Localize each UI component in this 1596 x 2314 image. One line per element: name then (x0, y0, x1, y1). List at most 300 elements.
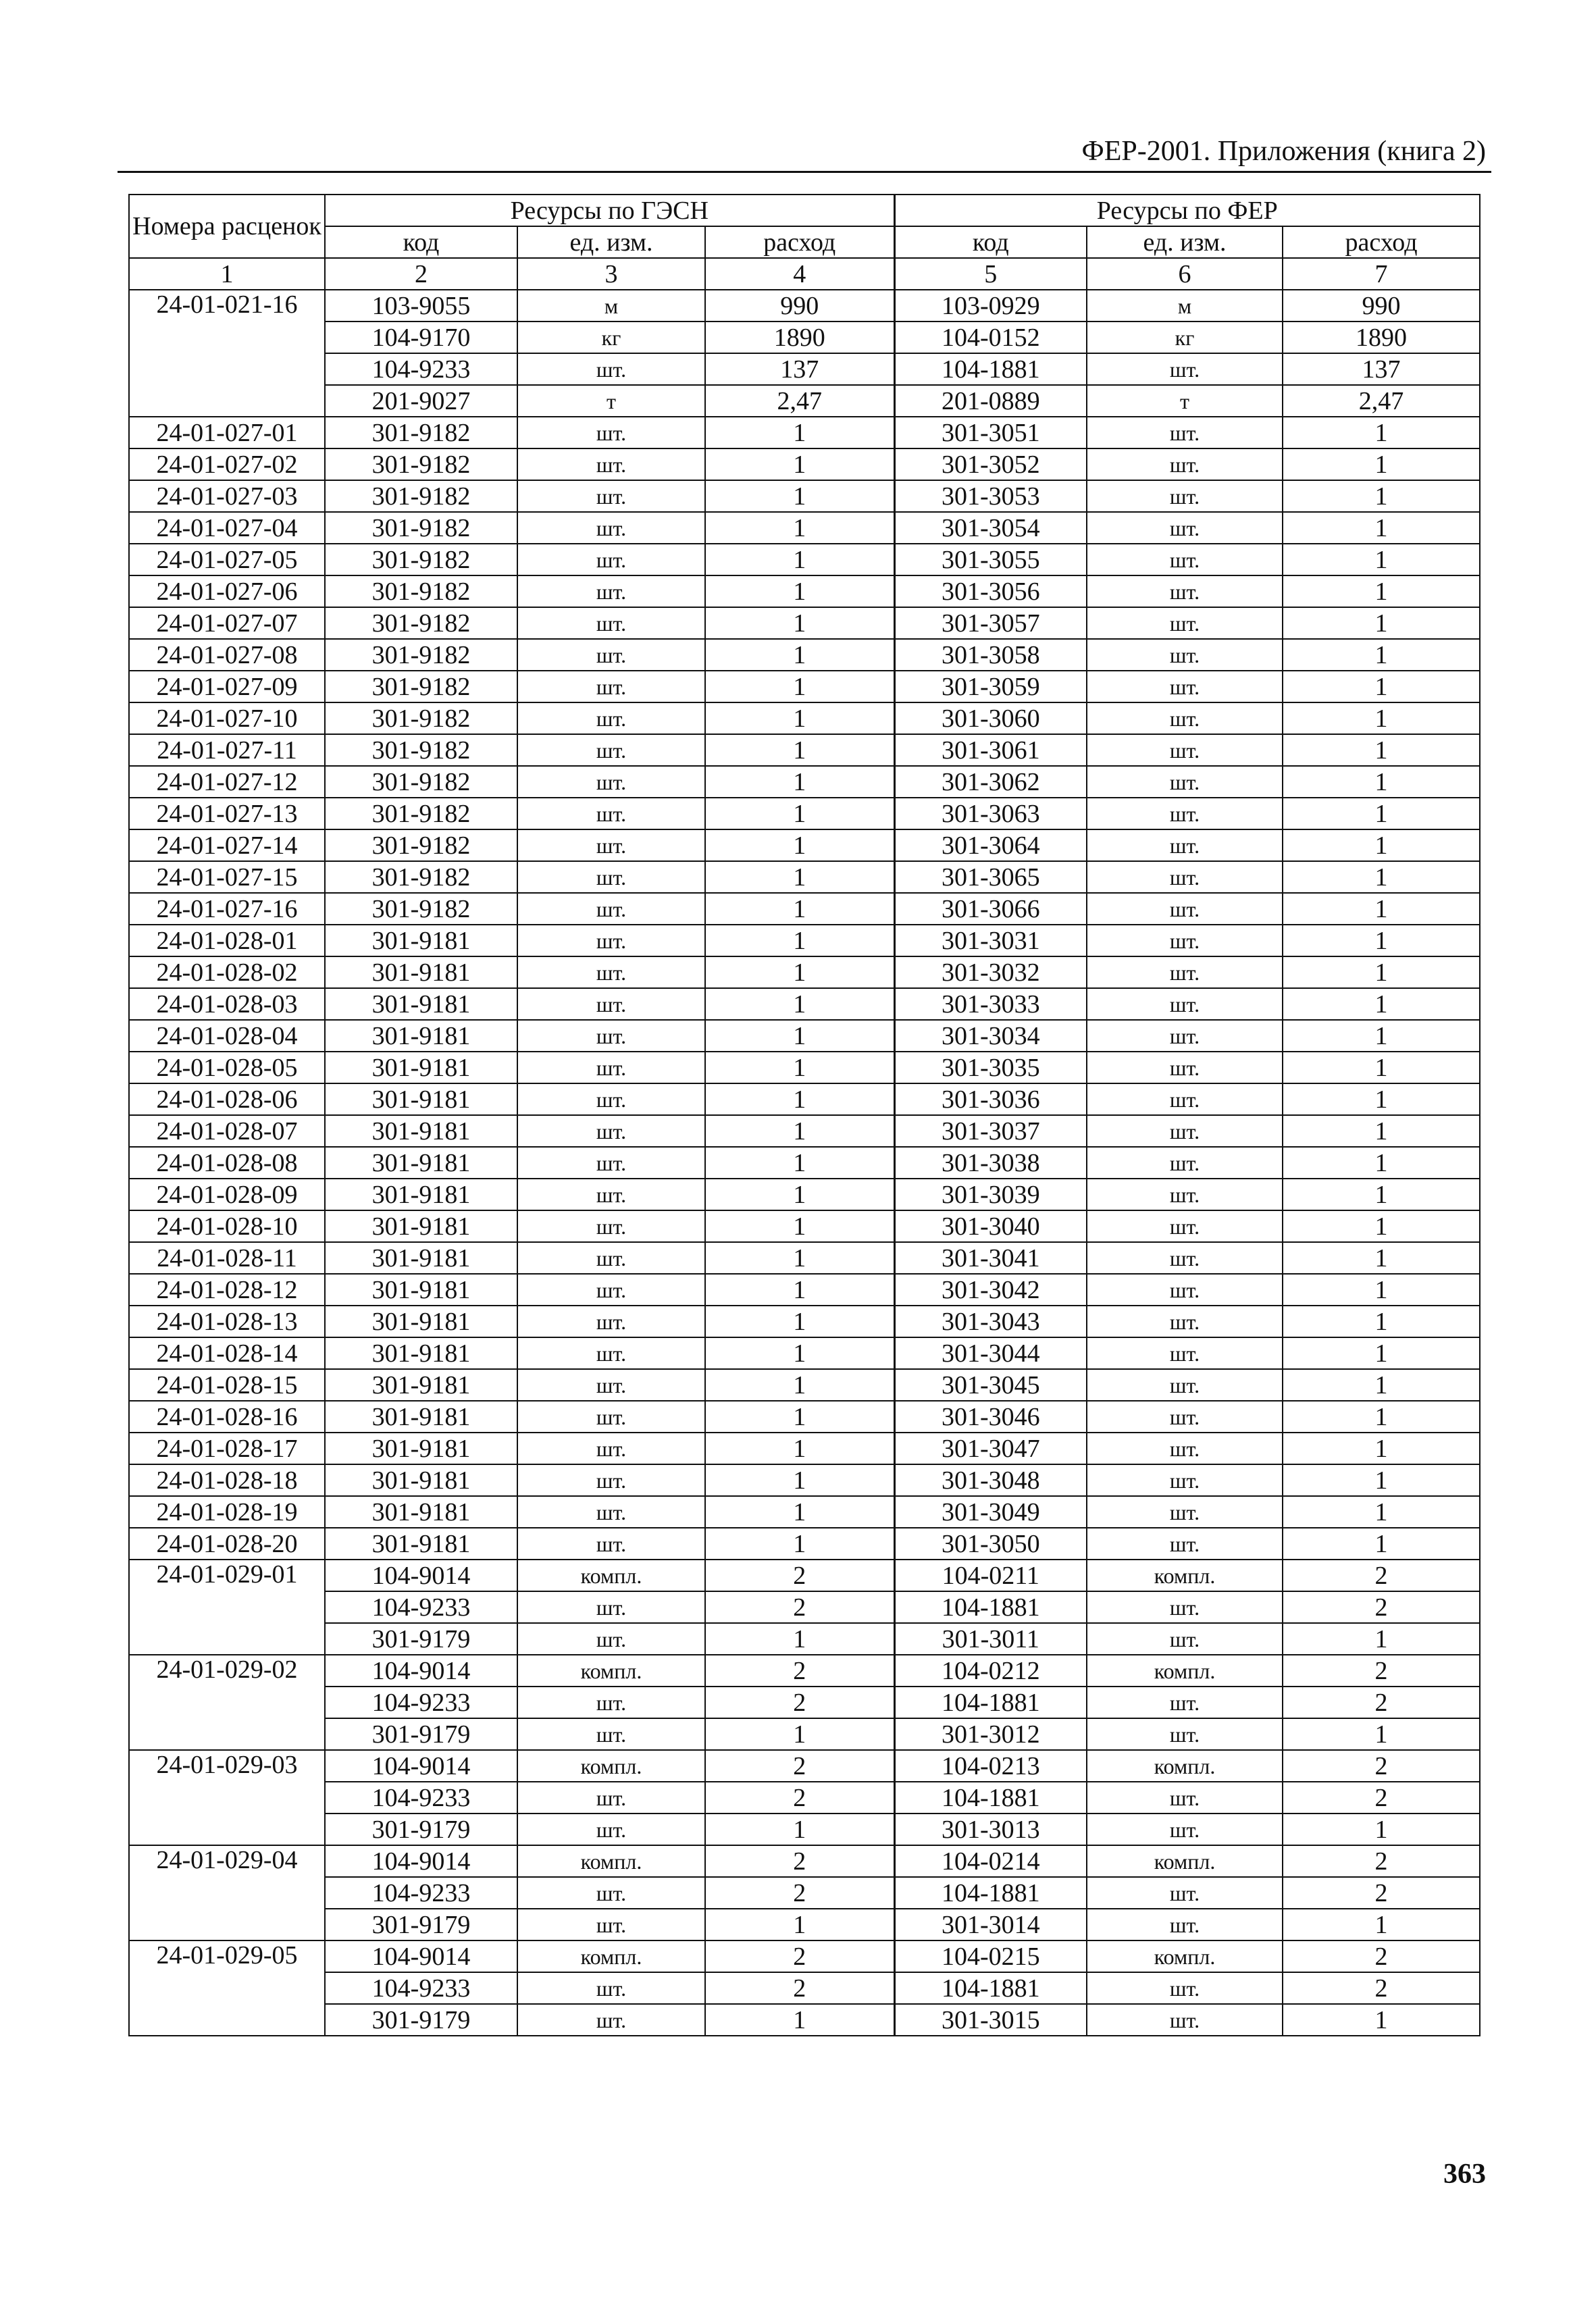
gesn-unit-cell: компл. (517, 1845, 705, 1877)
fer-code-cell: 104-0213 (894, 1750, 1087, 1782)
fer-code-cell: 301-3036 (894, 1083, 1087, 1115)
table-row (129, 1401, 1480, 1433)
fer-unit-cell: шт. (1087, 1877, 1283, 1909)
gesn-unit-cell: шт. (517, 1083, 705, 1115)
gesn-unit-cell: шт. (517, 1718, 705, 1750)
fer-code-cell: 301-3064 (894, 829, 1087, 861)
table-row (129, 702, 1480, 734)
table-row (129, 322, 1480, 353)
gesn-consumption-cell: 1 (705, 417, 894, 448)
fer-code-cell: 104-0212 (894, 1655, 1087, 1687)
gesn-unit-cell: кг (517, 322, 705, 353)
gesn-code-cell: 301-9179 (325, 1623, 517, 1655)
gesn-code-cell: 104-9014 (325, 1560, 517, 1591)
fer-consumption-cell: 1 (1283, 1623, 1480, 1655)
fer-unit-cell: шт. (1087, 353, 1283, 385)
fer-code-cell: 301-3056 (894, 575, 1087, 607)
table-row (129, 1687, 1480, 1718)
fer-code-cell: 301-3034 (894, 1020, 1087, 1052)
fer-code-cell: 301-3035 (894, 1052, 1087, 1083)
gesn-code-cell: 104-9233 (325, 1782, 517, 1814)
fer-unit-cell: шт. (1087, 956, 1283, 988)
rate-number-cell: 24-01-027-07 (129, 607, 325, 639)
table-row (129, 448, 1480, 480)
rate-number-cell: 24-01-028-18 (129, 1464, 325, 1496)
gesn-consumption-cell: 1 (705, 1433, 894, 1464)
table-row (129, 1623, 1480, 1655)
gesn-consumption-cell: 1 (705, 607, 894, 639)
fer-consumption-cell: 1 (1283, 2004, 1480, 2036)
gesn-unit-cell: шт. (517, 1433, 705, 1464)
fer-code-cell: 301-3058 (894, 639, 1087, 671)
gesn-code-cell: 301-9182 (325, 734, 517, 766)
fer-code-cell: 301-3041 (894, 1242, 1087, 1274)
gesn-unit-cell: шт. (517, 1147, 705, 1179)
gesn-code-cell: 301-9182 (325, 607, 517, 639)
gesn-consumption-cell: 1 (705, 829, 894, 861)
fer-consumption-cell: 1 (1283, 417, 1480, 448)
fer-consumption-cell: 2 (1283, 1845, 1480, 1877)
fer-unit-cell: шт. (1087, 448, 1283, 480)
gesn-unit-cell: шт. (517, 1369, 705, 1401)
fer-unit-cell: шт. (1087, 925, 1283, 956)
gesn-code-cell: 301-9182 (325, 480, 517, 512)
gesn-unit-cell: шт. (517, 671, 705, 702)
fer-code-cell: 301-3031 (894, 925, 1087, 956)
gesn-consumption-cell: 1 (705, 1242, 894, 1274)
gesn-code-cell: 104-9014 (325, 1940, 517, 1972)
gesn-consumption-cell: 2,47 (705, 385, 894, 417)
fer-unit-cell: компл. (1087, 1845, 1283, 1877)
gesn-unit-cell: шт. (517, 417, 705, 448)
rate-number-cell: 24-01-028-10 (129, 1210, 325, 1242)
gesn-consumption-cell: 1 (705, 1274, 894, 1306)
header-row-1 (129, 195, 1480, 226)
fer-unit-cell: шт. (1087, 1274, 1283, 1306)
rate-number-cell: 24-01-028-15 (129, 1369, 325, 1401)
rate-number-cell: 24-01-028-07 (129, 1115, 325, 1147)
gesn-unit-cell: шт. (517, 798, 705, 829)
column-number: 4 (705, 258, 894, 290)
fer-code-cell: 104-1881 (894, 1782, 1087, 1814)
fer-consumption-cell: 2 (1283, 1940, 1480, 1972)
rate-number-cell: 24-01-029-03 (129, 1750, 325, 1845)
rate-number-cell: 24-01-027-11 (129, 734, 325, 766)
fer-code-cell: 301-3043 (894, 1306, 1087, 1337)
gesn-consumption-cell: 1 (705, 734, 894, 766)
gesn-unit-cell: шт. (517, 353, 705, 385)
table-row (129, 353, 1480, 385)
fer-unit-cell: шт. (1087, 1623, 1283, 1655)
column-number: 6 (1087, 258, 1283, 290)
rate-number-cell: 24-01-027-16 (129, 893, 325, 925)
gesn-consumption-header: расход (705, 226, 894, 258)
gesn-consumption-cell: 2 (705, 1877, 894, 1909)
fer-unit-cell: шт. (1087, 988, 1283, 1020)
fer-consumption-header: расход (1283, 226, 1480, 258)
gesn-unit-cell: компл. (517, 1655, 705, 1687)
gesn-consumption-cell: 990 (705, 290, 894, 322)
rate-number-cell: 24-01-028-13 (129, 1306, 325, 1337)
gesn-code-cell: 301-9181 (325, 1369, 517, 1401)
table-row (129, 1718, 1480, 1750)
fer-unit-cell: шт. (1087, 1115, 1283, 1147)
fer-consumption-cell: 1 (1283, 607, 1480, 639)
rate-number-cell: 24-01-028-14 (129, 1337, 325, 1369)
fer-code-cell: 301-3012 (894, 1718, 1087, 1750)
fer-consumption-cell: 1 (1283, 448, 1480, 480)
fer-unit-cell: кг (1087, 322, 1283, 353)
rate-number-cell: 24-01-028-17 (129, 1433, 325, 1464)
gesn-consumption-cell: 1 (705, 1052, 894, 1083)
gesn-code-cell: 104-9233 (325, 1591, 517, 1623)
fer-code-cell: 301-3014 (894, 1909, 1087, 1940)
gesn-unit-cell: шт. (517, 956, 705, 988)
fer-consumption-cell: 1 (1283, 512, 1480, 544)
fer-code-cell: 104-0152 (894, 322, 1087, 353)
fer-unit-cell: шт. (1087, 1242, 1283, 1274)
table-row (129, 1083, 1480, 1115)
fer-unit-cell: шт. (1087, 1147, 1283, 1179)
gesn-unit-cell: шт. (517, 2004, 705, 2036)
gesn-unit-cell: шт. (517, 480, 705, 512)
fer-code-cell: 301-3063 (894, 798, 1087, 829)
gesn-unit-cell: шт. (517, 1210, 705, 1242)
gesn-consumption-cell: 137 (705, 353, 894, 385)
fer-code-cell: 301-3061 (894, 734, 1087, 766)
table-row (129, 1655, 1480, 1687)
gesn-consumption-cell: 2 (705, 1560, 894, 1591)
fer-unit-cell: м (1087, 290, 1283, 322)
gesn-unit-cell: шт. (517, 766, 705, 798)
rate-number-cell: 24-01-027-14 (129, 829, 325, 861)
fer-unit-cell: шт. (1087, 1401, 1283, 1433)
fer-unit-cell: компл. (1087, 1750, 1283, 1782)
fer-consumption-cell: 1 (1283, 798, 1480, 829)
gesn-code-cell: 301-9181 (325, 1433, 517, 1464)
table-row (129, 512, 1480, 544)
fer-code-cell: 301-3054 (894, 512, 1087, 544)
fer-code-cell: 301-3038 (894, 1147, 1087, 1179)
gesn-code-cell: 301-9181 (325, 1210, 517, 1242)
table-row (129, 1052, 1480, 1083)
gesn-code-cell: 104-9233 (325, 353, 517, 385)
fer-unit-cell: шт. (1087, 1814, 1283, 1845)
gesn-code-cell: 301-9181 (325, 1242, 517, 1274)
table-row (129, 544, 1480, 575)
rate-number-cell: 24-01-027-08 (129, 639, 325, 671)
fer-unit-cell: шт. (1087, 1496, 1283, 1528)
gesn-code-cell: 201-9027 (325, 385, 517, 417)
gesn-consumption-cell: 1 (705, 544, 894, 575)
table-row (129, 1464, 1480, 1496)
rate-number-cell: 24-01-028-03 (129, 988, 325, 1020)
gesn-unit-cell: шт. (517, 512, 705, 544)
table-row (129, 639, 1480, 671)
gesn-unit-cell: шт. (517, 925, 705, 956)
gesn-consumption-cell: 1 (705, 1496, 894, 1528)
fer-consumption-cell: 1 (1283, 1306, 1480, 1337)
gesn-unit-cell: шт. (517, 1115, 705, 1147)
fer-consumption-cell: 1 (1283, 1433, 1480, 1464)
gesn-unit-cell: компл. (517, 1750, 705, 1782)
rate-number-cell: 24-01-027-02 (129, 448, 325, 480)
gesn-code-cell: 301-9182 (325, 417, 517, 448)
rate-number-cell: 24-01-028-11 (129, 1242, 325, 1274)
fer-unit-cell: шт. (1087, 480, 1283, 512)
table-row (129, 1147, 1480, 1179)
gesn-code-cell: 104-9170 (325, 322, 517, 353)
gesn-unit-cell: шт. (517, 1687, 705, 1718)
gesn-consumption-cell: 2 (705, 1655, 894, 1687)
column-number: 1 (129, 258, 325, 290)
gesn-code-cell: 301-9181 (325, 1496, 517, 1528)
rate-number-cell: 24-01-027-06 (129, 575, 325, 607)
gesn-consumption-cell: 1 (705, 575, 894, 607)
gesn-unit-cell: шт. (517, 1401, 705, 1433)
fer-consumption-cell: 1 (1283, 766, 1480, 798)
fer-unit-cell: шт. (1087, 1433, 1283, 1464)
rate-number-cell: 24-01-028-04 (129, 1020, 325, 1052)
table-row (129, 1814, 1480, 1845)
fer-consumption-cell: 1 (1283, 1464, 1480, 1496)
fer-code-cell: 301-3049 (894, 1496, 1087, 1528)
gesn-code-cell: 104-9014 (325, 1750, 517, 1782)
fer-consumption-cell: 1 (1283, 1242, 1480, 1274)
fer-unit-cell: шт. (1087, 798, 1283, 829)
table-row (129, 766, 1480, 798)
gesn-code-cell: 301-9181 (325, 1401, 517, 1433)
table-row (129, 1750, 1480, 1782)
gesn-consumption-cell: 1 (705, 1179, 894, 1210)
rate-number-cell: 24-01-027-10 (129, 702, 325, 734)
fer-group-header: Ресурсы по ФЕР (894, 195, 1480, 226)
table-row (129, 1337, 1480, 1369)
table-row (129, 1179, 1480, 1210)
fer-unit-cell: компл. (1087, 1940, 1283, 1972)
fer-consumption-cell: 1 (1283, 861, 1480, 893)
gesn-unit-cell: шт. (517, 1052, 705, 1083)
gesn-code-cell: 301-9181 (325, 1337, 517, 1369)
rate-number-cell: 24-01-027-04 (129, 512, 325, 544)
gesn-code-cell: 301-9182 (325, 639, 517, 671)
table-head (129, 195, 1480, 290)
fer-code-cell: 104-0211 (894, 1560, 1087, 1591)
fer-unit-cell: шт. (1087, 1782, 1283, 1814)
rate-number-cell: 24-01-027-12 (129, 766, 325, 798)
table-row (129, 480, 1480, 512)
gesn-code-cell: 104-9233 (325, 1687, 517, 1718)
fer-unit-cell: т (1087, 385, 1283, 417)
gesn-unit-cell: м (517, 290, 705, 322)
fer-consumption-cell: 1 (1283, 575, 1480, 607)
fer-unit-cell: шт. (1087, 2004, 1283, 2036)
gesn-consumption-cell: 1 (705, 988, 894, 1020)
rate-number-cell: 24-01-028-09 (129, 1179, 325, 1210)
fer-unit-cell: шт. (1087, 1179, 1283, 1210)
gesn-consumption-cell: 1 (705, 1337, 894, 1369)
gesn-code-cell: 301-9181 (325, 1115, 517, 1147)
table-row (129, 956, 1480, 988)
gesn-unit-cell: шт. (517, 1814, 705, 1845)
fer-consumption-cell: 1 (1283, 829, 1480, 861)
gesn-code-cell: 301-9181 (325, 1464, 517, 1496)
table-row (129, 1909, 1480, 1940)
table-row (129, 417, 1480, 448)
gesn-consumption-cell: 1 (705, 925, 894, 956)
table-row (129, 1528, 1480, 1560)
fer-consumption-cell: 1 (1283, 1718, 1480, 1750)
gesn-code-cell: 301-9179 (325, 2004, 517, 2036)
gesn-unit-cell: шт. (517, 1877, 705, 1909)
table-row (129, 1306, 1480, 1337)
fer-unit-header: ед. изм. (1087, 226, 1283, 258)
gesn-consumption-cell: 1 (705, 480, 894, 512)
fer-consumption-cell: 1 (1283, 734, 1480, 766)
gesn-consumption-cell: 1 (705, 1369, 894, 1401)
fer-consumption-cell: 1 (1283, 1369, 1480, 1401)
fer-unit-cell: шт. (1087, 1306, 1283, 1337)
fer-code-cell: 301-3039 (894, 1179, 1087, 1210)
gesn-unit-cell: шт. (517, 1020, 705, 1052)
fer-code-cell: 104-0215 (894, 1940, 1087, 1972)
header-row-2 (129, 226, 1480, 258)
gesn-consumption-cell: 1 (705, 1115, 894, 1147)
fer-consumption-cell: 1 (1283, 702, 1480, 734)
gesn-unit-cell: шт. (517, 1464, 705, 1496)
table-row (129, 798, 1480, 829)
fer-consumption-cell: 1 (1283, 893, 1480, 925)
fer-code-cell: 301-3045 (894, 1369, 1087, 1401)
fer-consumption-cell: 2 (1283, 1655, 1480, 1687)
gesn-consumption-cell: 2 (705, 1591, 894, 1623)
gesn-code-cell: 104-9014 (325, 1845, 517, 1877)
gesn-unit-cell: шт. (517, 1782, 705, 1814)
gesn-unit-cell: шт. (517, 1306, 705, 1337)
rate-number-cell: 24-01-028-08 (129, 1147, 325, 1179)
rate-number-cell: 24-01-027-01 (129, 417, 325, 448)
fer-consumption-cell: 2 (1283, 1687, 1480, 1718)
gesn-group-header: Ресурсы по ГЭСН (325, 195, 894, 226)
fer-code-cell: 301-3042 (894, 1274, 1087, 1306)
gesn-code-cell: 301-9181 (325, 1052, 517, 1083)
gesn-code-cell: 301-9182 (325, 829, 517, 861)
fer-consumption-cell: 1 (1283, 1115, 1480, 1147)
fer-consumption-cell: 1 (1283, 1210, 1480, 1242)
gesn-unit-cell: шт. (517, 544, 705, 575)
fer-unit-cell: шт. (1087, 1972, 1283, 2004)
fer-unit-cell: шт. (1087, 1083, 1283, 1115)
gesn-code-cell: 301-9182 (325, 671, 517, 702)
fer-consumption-cell: 2 (1283, 1782, 1480, 1814)
table-row (129, 1210, 1480, 1242)
fer-code-cell: 104-1881 (894, 1877, 1087, 1909)
gesn-unit-header: ед. изм. (517, 226, 705, 258)
table-row (129, 734, 1480, 766)
fer-code-cell: 301-3033 (894, 988, 1087, 1020)
gesn-code-cell: 301-9181 (325, 956, 517, 988)
gesn-unit-cell: шт. (517, 575, 705, 607)
fer-unit-cell: шт. (1087, 575, 1283, 607)
fer-unit-cell: шт. (1087, 671, 1283, 702)
gesn-code-cell: 301-9181 (325, 988, 517, 1020)
gesn-unit-cell: шт. (517, 988, 705, 1020)
gesn-unit-cell: шт. (517, 702, 705, 734)
gesn-consumption-cell: 2 (705, 1687, 894, 1718)
fer-consumption-cell: 1 (1283, 1909, 1480, 1940)
gesn-code-cell: 301-9182 (325, 544, 517, 575)
table-row (129, 2004, 1480, 2036)
fer-code-cell: 201-0889 (894, 385, 1087, 417)
gesn-unit-cell: шт. (517, 1337, 705, 1369)
gesn-consumption-cell: 1 (705, 1909, 894, 1940)
gesn-unit-cell: шт. (517, 448, 705, 480)
fer-consumption-cell: 1 (1283, 1147, 1480, 1179)
fer-code-cell: 301-3051 (894, 417, 1087, 448)
gesn-code-cell: 104-9014 (325, 1655, 517, 1687)
fer-consumption-cell: 1 (1283, 1179, 1480, 1210)
gesn-consumption-cell: 1 (705, 956, 894, 988)
rate-number-header: Номера расценок (129, 195, 325, 258)
table-row (129, 1274, 1480, 1306)
fer-code-cell: 301-3013 (894, 1814, 1087, 1845)
gesn-consumption-cell: 1 (705, 1147, 894, 1179)
rate-number-cell: 24-01-028-01 (129, 925, 325, 956)
fer-code-cell: 301-3053 (894, 480, 1087, 512)
fer-unit-cell: шт. (1087, 512, 1283, 544)
fer-code-cell: 301-3044 (894, 1337, 1087, 1369)
gesn-consumption-cell: 1 (705, 1306, 894, 1337)
fer-unit-cell: шт. (1087, 1718, 1283, 1750)
rate-number-cell: 24-01-029-01 (129, 1560, 325, 1655)
fer-unit-cell: шт. (1087, 1369, 1283, 1401)
gesn-unit-cell: шт. (517, 1179, 705, 1210)
gesn-consumption-cell: 1 (705, 1464, 894, 1496)
table-row (129, 1020, 1480, 1052)
table-row (129, 1591, 1480, 1623)
table-row (129, 1972, 1480, 2004)
gesn-consumption-cell: 1 (705, 448, 894, 480)
rate-number-cell: 24-01-021-16 (129, 290, 325, 417)
fer-unit-cell: шт. (1087, 702, 1283, 734)
fer-consumption-cell: 990 (1283, 290, 1480, 322)
fer-code-cell: 104-1881 (894, 1972, 1087, 2004)
fer-consumption-cell: 1 (1283, 1337, 1480, 1369)
gesn-consumption-cell: 1 (705, 1623, 894, 1655)
gesn-consumption-cell: 1 (705, 639, 894, 671)
fer-code-cell: 301-3060 (894, 702, 1087, 734)
table-row (129, 1782, 1480, 1814)
fer-code-cell: 301-3037 (894, 1115, 1087, 1147)
table-row (129, 1877, 1480, 1909)
table-body (129, 290, 1480, 2036)
rate-number-cell: 24-01-027-09 (129, 671, 325, 702)
fer-consumption-cell: 1 (1283, 988, 1480, 1020)
fer-consumption-cell: 137 (1283, 353, 1480, 385)
rate-number-cell: 24-01-028-19 (129, 1496, 325, 1528)
gesn-code-cell: 301-9181 (325, 1147, 517, 1179)
gesn-unit-cell: шт. (517, 1496, 705, 1528)
resources-table (128, 194, 1481, 2036)
fer-code-header: код (894, 226, 1087, 258)
table-row (129, 1433, 1480, 1464)
rate-number-cell: 24-01-029-04 (129, 1845, 325, 1940)
gesn-unit-cell: шт. (517, 1591, 705, 1623)
gesn-code-cell: 301-9181 (325, 1528, 517, 1560)
gesn-code-cell: 301-9182 (325, 702, 517, 734)
gesn-unit-cell: шт. (517, 607, 705, 639)
table-row (129, 607, 1480, 639)
